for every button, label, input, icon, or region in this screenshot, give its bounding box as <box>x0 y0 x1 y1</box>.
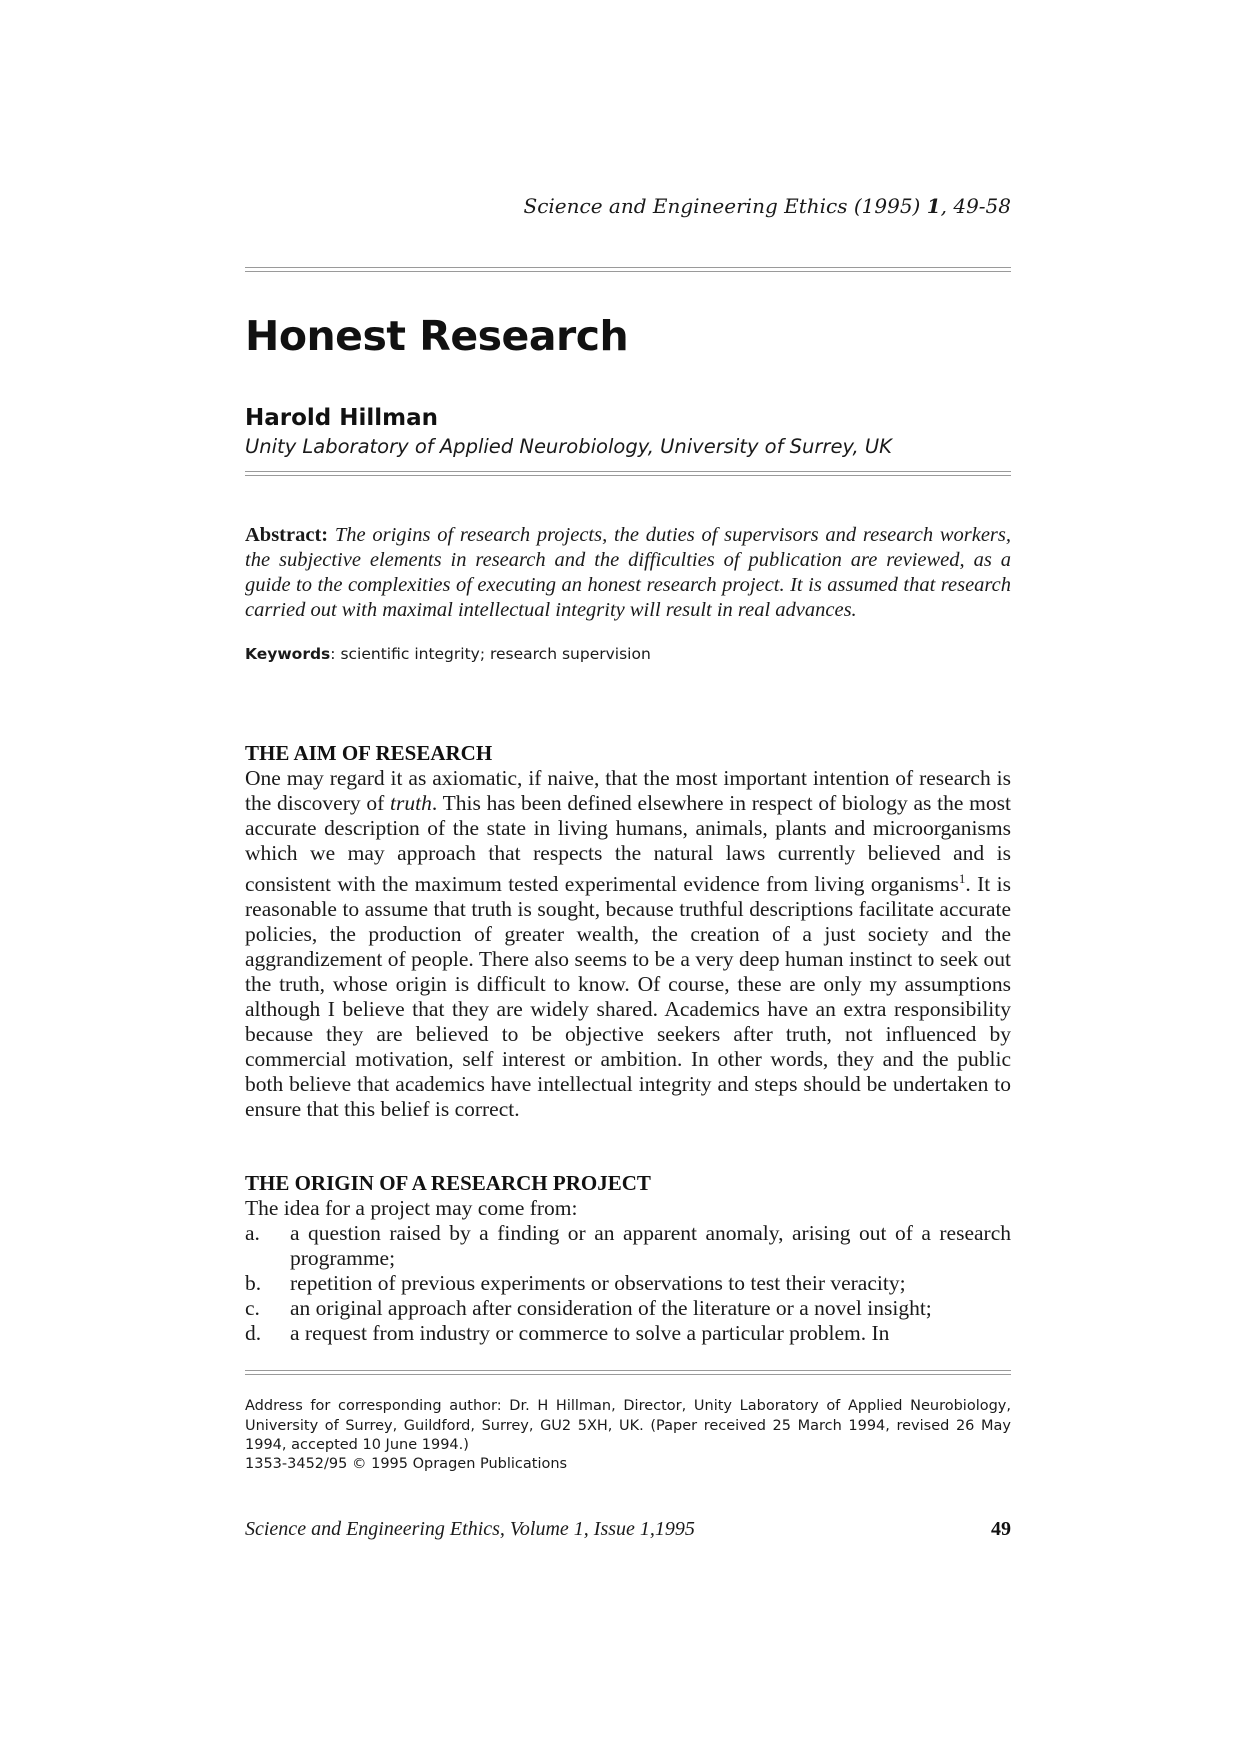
running-head <box>245 194 1011 218</box>
list-item <box>245 1271 1011 1296</box>
keywords-text: scientific integrity; research supervision <box>340 645 651 663</box>
abstract <box>245 523 1011 623</box>
copyright-line: 1353-3452/95 © 1995 Opragen Publications <box>245 1456 568 1472</box>
page-number: 49 <box>991 1518 1011 1540</box>
running-head-volume: 1 <box>926 194 941 218</box>
list-marker: a. <box>245 1221 260 1245</box>
running-head-pages: , 49-58 <box>940 194 1011 218</box>
list-marker: c. <box>245 1296 260 1320</box>
list-item-text: a request from industry or commerce to solve a particular problem. In <box>290 1321 890 1345</box>
reference-marker: 1 <box>958 871 966 886</box>
article-title: Honest Research <box>245 312 629 360</box>
section-aim-paragraph <box>245 766 1011 1122</box>
list-item-text: an original approach after consideration of the literature or a novel insight; <box>290 1296 932 1320</box>
section-heading-aim: THE AIM OF RESEARCH <box>245 741 493 765</box>
list-item <box>245 1296 1011 1321</box>
list-item <box>245 1321 1011 1346</box>
abstract-rule <box>245 471 1011 476</box>
list-item <box>245 1221 1011 1271</box>
list-item-text: a question raised by a finding or an apparent anomaly, arising out of a research programme; <box>290 1221 1011 1270</box>
abstract-text: The origins of research projects, the duties of supervisors and research workers, the subjective elements in research and the difficulties of publication are reviewed, as a guide to the complexities of executing an honest research project. It is assumed that research carried out with maximal intellectual integrity will result in real advances. <box>245 524 1012 621</box>
author-name: Harold Hillman <box>245 405 439 431</box>
abstract-label: Abstract: <box>245 524 329 546</box>
list-marker: b. <box>245 1271 262 1295</box>
footnote-rule <box>245 1370 1011 1375</box>
corresponding-author-note: Address for corresponding author: Dr. H Hillman, Director, Unity Laboratory of Applied Neurobiology, University of Surrey, Guildford, Surrey, GU2 5XH, UK. (Paper received 25 March 1994, revised 26 May 1994, accepted 10 June 1994.) <box>245 1398 1011 1453</box>
keywords: Keywords: scientific integrity; research supervision <box>245 645 651 663</box>
keywords-label: Keywords <box>245 645 331 663</box>
aim-emphasis: truth <box>390 791 432 815</box>
section-heading-origin: THE ORIGIN OF A RESEARCH PROJECT <box>245 1171 651 1195</box>
running-head-journal: Science and Engineering Ethics (1995) <box>523 194 927 218</box>
aim-text-a: One may regard it as axiomatic, if naive, that the most important intention of research is the discovery of <box>245 766 1011 815</box>
top-rule <box>245 267 1011 272</box>
origin-list <box>245 1221 1011 1346</box>
aim-text-c: . It is reasonable to assume that truth is sought, because truthful descriptions facilitate accurate policies, the production of greater wealth, the creation of a just society and the aggrandizement of people. There also seems to be a very deep human instinct to seek out the truth, whose origin is difficult to know. Of course, these are only my assumptions although I believe that they are widely shared. Academics have an extra responsibility because they are believed to be objective seekers after truth, not influenced by commercial motivation, self interest or ambition. In other words, they and the public both believe that academics have intellectual integrity and steps should be undertaken to ensure that this belief is correct. <box>245 872 1011 1122</box>
list-item-text: repetition of previous experiments or observations to test their veracity; <box>290 1271 906 1295</box>
origin-intro: The idea for a project may come from: <box>245 1196 578 1220</box>
aim-text-b: . This has been defined elsewhere in respect of biology as the most accurate description of the state in living humans, animals, plants and microorganisms which we may approach that respects the natural laws currently believed and is consistent with the maximum tested experimental evidence from living organisms <box>245 791 1011 897</box>
author-affiliation: Unity Laboratory of Applied Neurobiology, University of Surrey, UK <box>245 435 892 458</box>
list-marker: d. <box>245 1321 262 1345</box>
footer-journal: Science and Engineering Ethics, Volume 1, Issue 1,1995 <box>245 1518 695 1540</box>
